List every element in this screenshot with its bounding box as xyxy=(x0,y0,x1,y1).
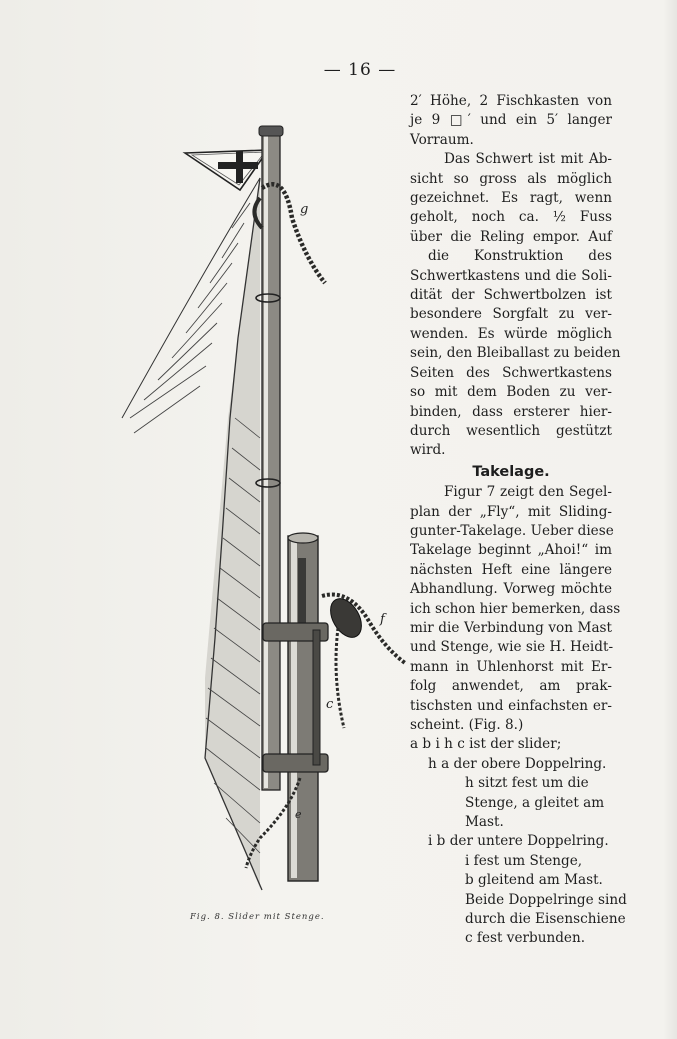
rope-f xyxy=(322,593,405,728)
text-line: gezeichnet. Es ragt, wenn xyxy=(410,190,612,207)
text-line: wird. xyxy=(410,442,446,459)
sail xyxy=(122,178,262,890)
label-g: g xyxy=(300,202,309,217)
text-line: Seiten des Schwertkastens xyxy=(410,364,612,381)
list-line: b gleitend am Mast. xyxy=(465,872,603,889)
text-line: 2′ Höhe, 2 Fischkasten von xyxy=(410,93,612,109)
text-line: scheint. (Fig. 8.) xyxy=(410,717,524,733)
text-line: Figur 7 zeigt den Segel- xyxy=(444,484,612,501)
text-line: so mit dem Boden zu ver- xyxy=(410,384,612,401)
text-line: durch wesentlich gestützt xyxy=(410,422,612,439)
text-line: Das Schwert ist mit Ab- xyxy=(444,151,612,168)
text-line: Vorraum. xyxy=(410,131,474,148)
text-line: je 9 □′ und ein 5′ langer xyxy=(410,112,612,129)
text-line: mir die Verbindung von Mast xyxy=(410,619,612,636)
text-line: gunter-Takelage. Ueber diese xyxy=(410,522,614,539)
list-line: h sitzt fest um die xyxy=(465,775,589,792)
text-column xyxy=(410,92,627,949)
text-line: tischsten und einfachsten er- xyxy=(410,697,612,714)
text-line: nächsten Heft eine längere xyxy=(410,561,612,578)
label-e: e xyxy=(295,808,302,821)
text-line: über die Reling empor. Auf xyxy=(410,228,612,245)
text-line: geholt, noch ca. ½ Fuss xyxy=(410,209,612,226)
pennant-flag xyxy=(185,150,268,190)
text-line: Schwertkastens und die Soli- xyxy=(410,267,612,284)
text-line: besondere Sorgfalt zu ver- xyxy=(410,306,612,323)
text-line: Abhandlung. Vorweg möchte xyxy=(410,581,612,598)
text-line: Takelage beginnt „Ahoi!“ im xyxy=(410,542,612,559)
page-number: — 16 — xyxy=(323,60,397,80)
section-heading: Takelage. xyxy=(472,463,550,480)
text-line: die Konstruktion des xyxy=(428,248,612,265)
text-line: binden, dass ersterer hier- xyxy=(410,403,612,420)
mast-slider-illustration xyxy=(110,118,410,898)
list-line: durch die Eisenschiene xyxy=(465,911,626,928)
text-line: sein, den Bleiballast zu beiden xyxy=(410,345,621,362)
text-line: ich schon hier bemerken, dass xyxy=(410,600,621,617)
text-line: sicht so gross als möglich xyxy=(410,170,612,187)
text-line: wenden. Es würde möglich xyxy=(410,325,612,342)
text-line: mann in Uhlenhorst mit Er- xyxy=(410,658,612,675)
text-line: plan der „Fly“, mit Sliding- xyxy=(410,503,612,520)
list-line: a b i h c ist der slider; xyxy=(410,736,562,753)
text-line: und Stenge, wie sie H. Heidt- xyxy=(410,639,614,656)
list-line: i b der untere Doppelring. xyxy=(428,833,609,850)
text-line: dität der Schwertbolzen ist xyxy=(410,287,612,304)
label-c: c xyxy=(326,697,334,712)
list-line: c fest verbunden. xyxy=(465,930,586,947)
figure-caption: Fig. 8. Slider mit Stenge. xyxy=(190,912,325,922)
page-edge-shadow xyxy=(663,0,677,1039)
text-line: folg anwendet, am prak- xyxy=(410,678,612,695)
list-line: Beide Doppelringe sind xyxy=(465,891,627,908)
list-line: i fest um Stenge, xyxy=(465,852,583,869)
list-line: Mast. xyxy=(465,814,504,831)
list-line: Stenge, a gleitet am xyxy=(465,794,605,811)
label-f: f xyxy=(380,612,385,627)
list-line: h a der obere Doppelring. xyxy=(428,755,607,772)
